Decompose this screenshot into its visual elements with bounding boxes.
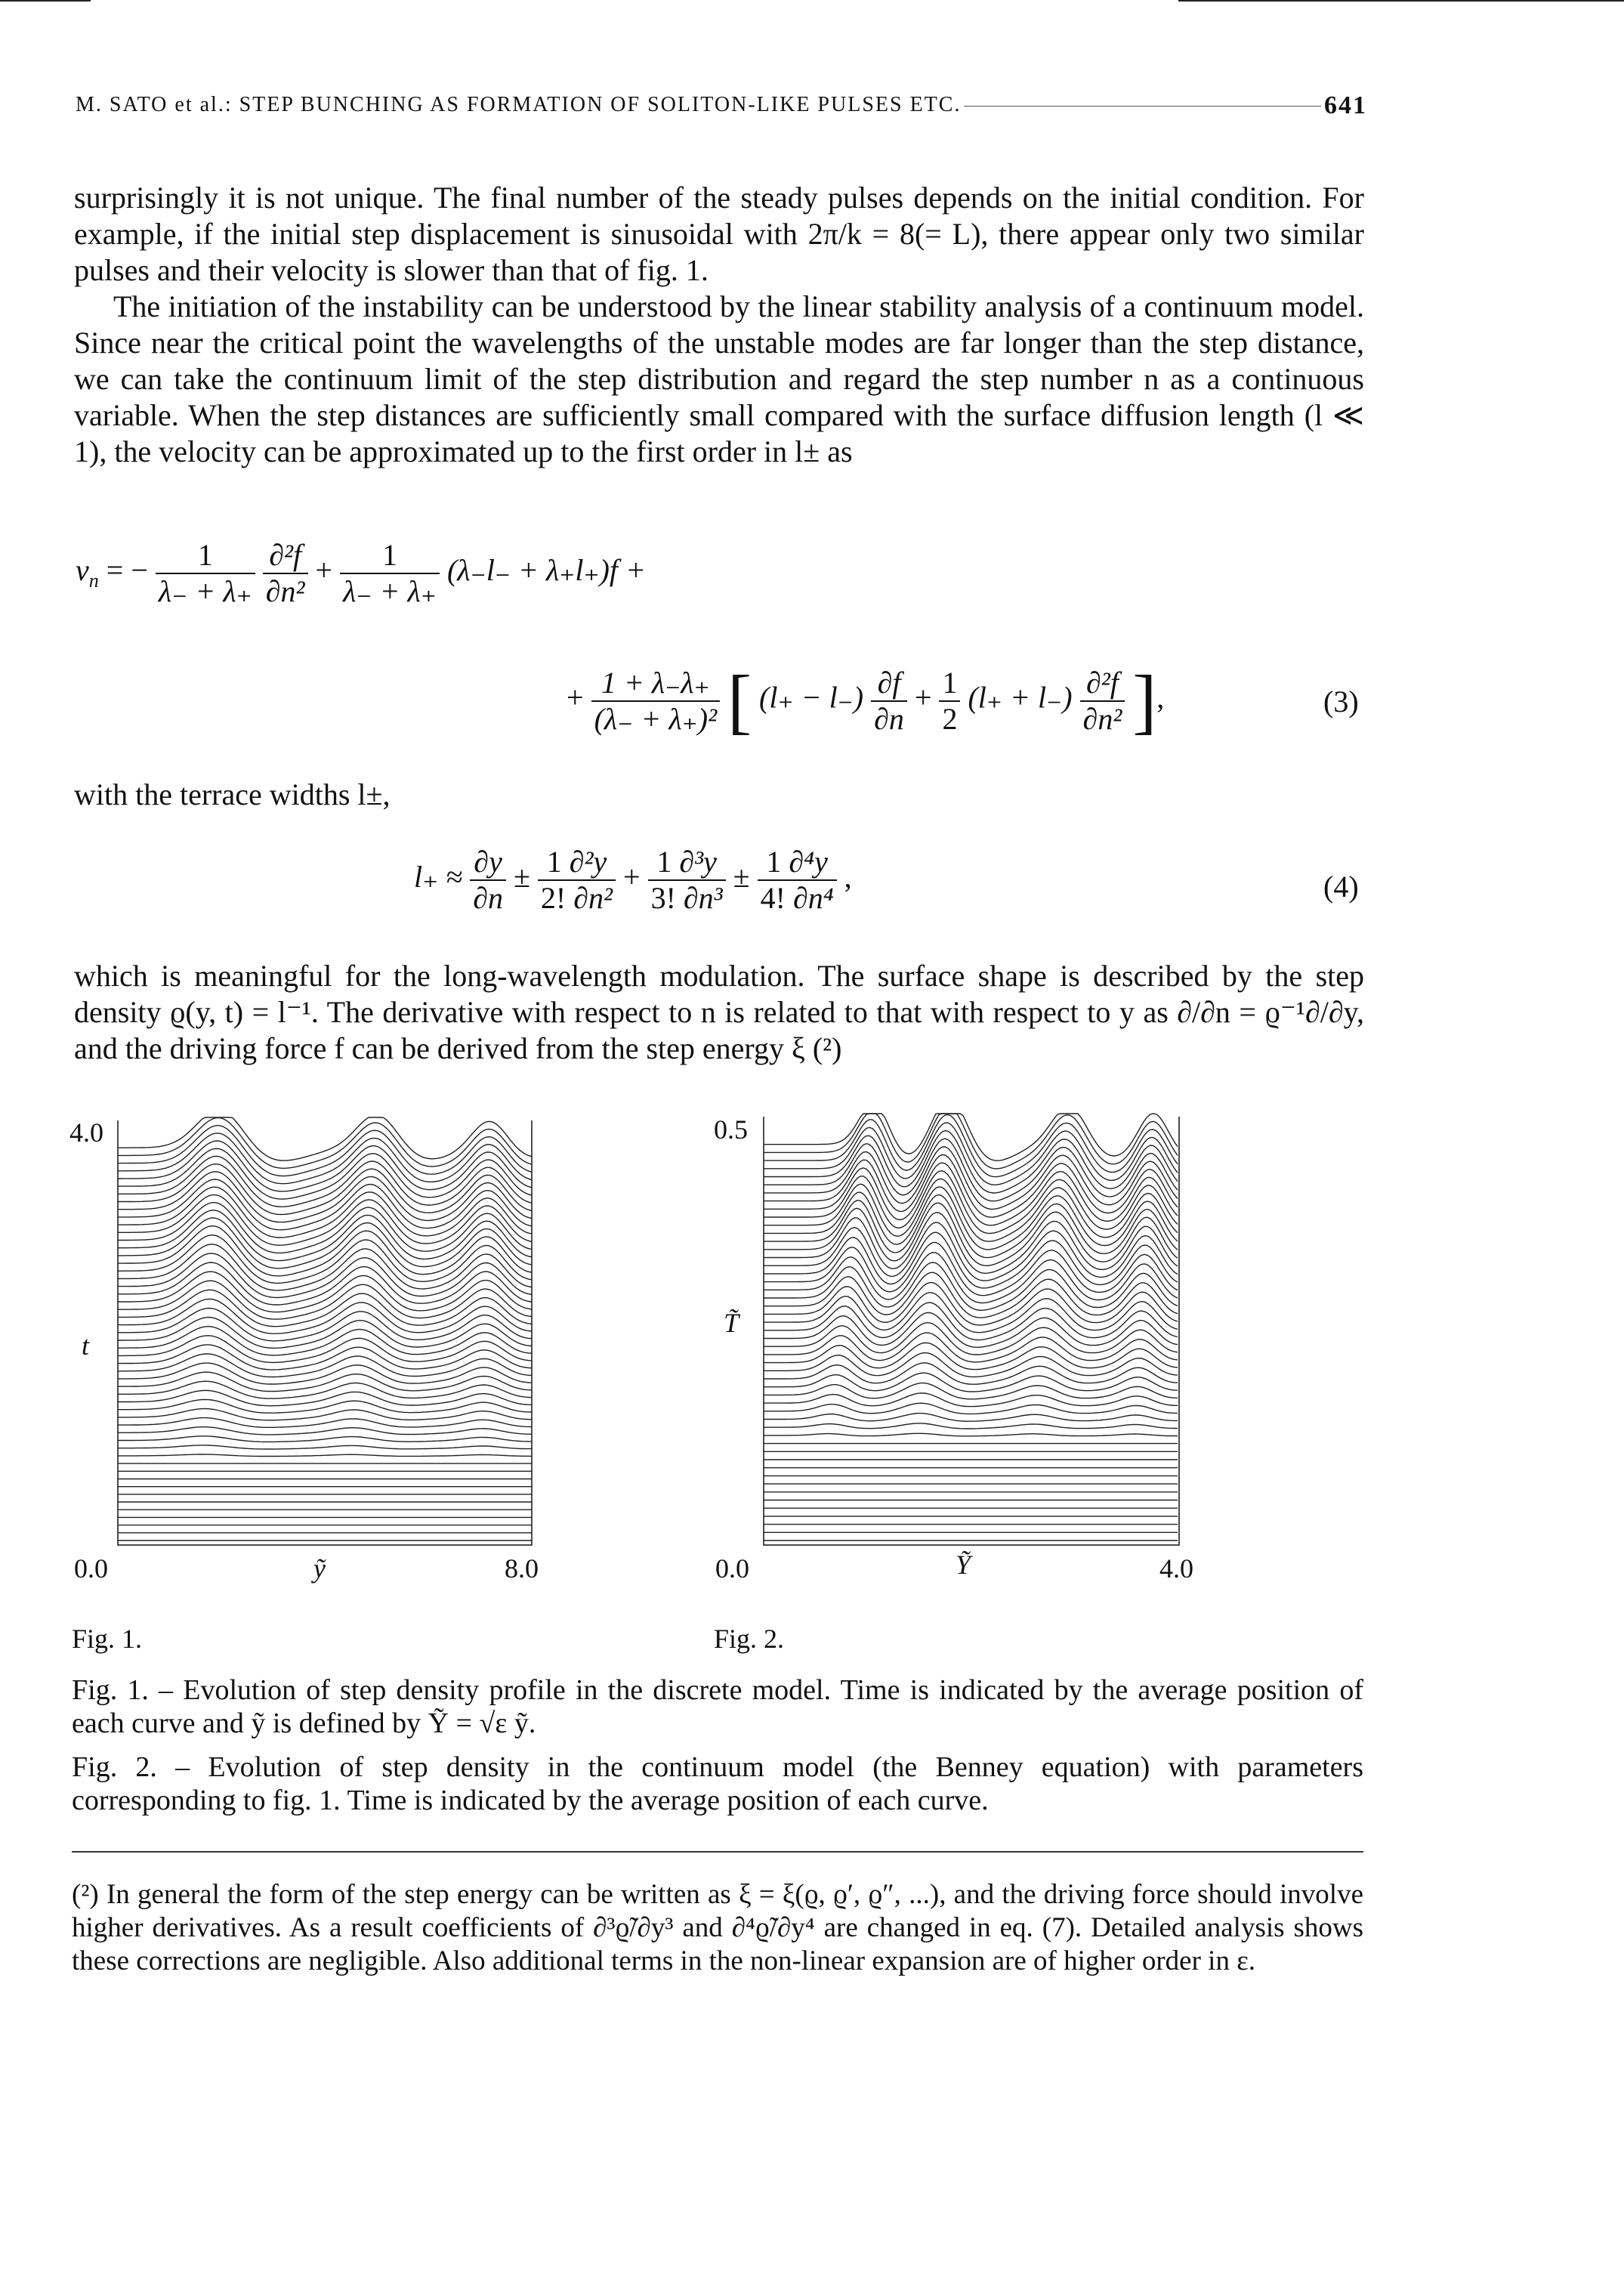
profile-curve xyxy=(118,1454,532,1457)
figure-1-label: Fig. 1. xyxy=(72,1624,143,1654)
profile-curve xyxy=(118,1390,532,1405)
profile-curve xyxy=(118,1399,532,1413)
figure-2-label: Fig. 2. xyxy=(714,1624,785,1654)
profile-curve xyxy=(118,1203,532,1253)
profile-curve xyxy=(764,1414,1178,1422)
paragraph-2: The initiation of the instability can be understood by the linear stability analysis of a continuum model. Since near the critical point the wavelengths of the unstable modes are far longer than the step distance, we can take the continuum limit of the step distribution and regard the step number n as a continuous variable. When the step distances are sufficiently small compared with the surface diffusion length (l ≪ 1), the velocity can be approximated up to the first order in l± as xyxy=(74,289,1364,468)
page-number: 641 xyxy=(1321,91,1367,120)
profile-curve xyxy=(764,1114,1178,1176)
profile-curve xyxy=(118,1354,532,1377)
profile-curve xyxy=(118,1336,532,1363)
profile-curve xyxy=(764,1114,1178,1160)
profile-curve xyxy=(118,1210,532,1261)
figure-1-x-min: 0.0 xyxy=(74,1553,108,1584)
profile-curve xyxy=(118,1436,532,1442)
body-text-middle xyxy=(74,777,1364,813)
profile-curve xyxy=(118,1363,532,1384)
figure-1-y-max: 4.0 xyxy=(69,1117,103,1148)
footnote-text: (²) In general the form of the step energy can be written as ξ = ξ(ϱ, ϱ′, ϱ″, ...), and the driving force should involve higher derivatives. As a result coefficients of ∂³ϱ̃/∂y³ and ∂⁴ϱ̃/∂y⁴ are changed in eq. (7). Detailed analysis shows these corrections are negligible. Also additional terms in the non-linear expansion are of higher order in ε. xyxy=(72,1879,1363,1976)
profile-curve xyxy=(118,1427,532,1435)
figure-1-curves xyxy=(118,1117,532,1545)
equation-3-number: (3) xyxy=(1323,685,1359,718)
figure-2-plot xyxy=(759,1111,1182,1549)
equation-3-line-1: $v_n$ = − $\frac{1}{\lambda_- + \lambda_+}$ $\frac{\text{∂²f}}{\text{∂n²}}$ + $\frac{1}{\lambda_- + \lambda_+}$ (λ₋l₋ + λ₊l₊)f + xyxy=(76,538,647,608)
figure-1-x-label: ỹ xyxy=(313,1553,326,1584)
figure-1-caption: Fig. 1. – Evolution of step density profile in the discrete model. Time is indicated by the average position of each curve and ỹ is defined by Ỹ = √ε ỹ. xyxy=(72,1674,1363,1739)
profile-curve xyxy=(118,1117,532,1168)
profile-curve xyxy=(764,1353,1178,1377)
figure-2-x-label: Ỹ xyxy=(956,1550,971,1580)
paragraph-4: which is meaningful for the long-wavelength modulation. The surface shape is described by the step density ϱ(y, t) = l⁻¹. The derivative with respect to n is related to that with respect to y as ∂/∂n = ϱ⁻¹∂/∂y, and the driving force f can be derived from the step energy ξ (²) xyxy=(74,959,1364,1065)
profile-curve xyxy=(764,1403,1178,1414)
running-head-text: M. SATO et al.: STEP BUNCHING AS FORMATION OF SOLITON-LIKE PULSES ETC. xyxy=(76,93,964,117)
profile-curve xyxy=(764,1213,1178,1274)
equation-4: l₊ ≈ $\frac{\partial y}{\partial n}$ ± $\frac{\text{1 ∂²y}}{\text{2! ∂n²}}$ + $\frac{\text{1 ∂³y}}{\text{3! ∂n³}}$ ± $\frac{\text{1 ∂⁴y}}{\text{4! ∂n⁴}}$ , xyxy=(414,845,852,915)
profile-curve xyxy=(118,1179,532,1230)
scan-edge-right xyxy=(1178,0,1624,2)
profile-curve xyxy=(764,1433,1178,1436)
profile-curve xyxy=(764,1373,1178,1392)
profile-curve xyxy=(118,1244,532,1290)
profile-curve xyxy=(118,1172,532,1222)
paragraph-3: with the terrace widths l±, xyxy=(74,777,391,811)
profile-curve xyxy=(118,1253,532,1298)
figure-2-x-min: 0.0 xyxy=(715,1553,749,1584)
paragraph-1: surprisingly it is not unique. The final number of the steady pulses depends on the initial condition. For example, if the initial step displacement is sinusoidal with 2π/k = 8(= L), there appear only two similar pulses and their velocity is slower than that of fig. 1. xyxy=(74,181,1364,287)
equation-4-number: (4) xyxy=(1323,870,1359,904)
footnote xyxy=(72,1878,1363,1978)
scan-edge-left xyxy=(0,0,91,2)
equation-3-line-2: + $\frac{1 + \lambda_-\lambda_+}{\text{(λ₋ + λ₊)²}}$ [ (l₊ − l₋) $\frac{\partial f}{\partial n}$ + $\frac{1}{2}$ (l₊ + l₋) $\frac{\text{∂²f}}{\text{∂n²}}$ ], xyxy=(567,660,1165,741)
footnote-rule xyxy=(72,1851,1363,1853)
profile-curve xyxy=(118,1194,532,1245)
profile-curve xyxy=(118,1418,532,1428)
profile-curve xyxy=(764,1283,1178,1325)
profile-curve xyxy=(764,1423,1178,1429)
profile-curve xyxy=(764,1363,1178,1384)
figure-captions xyxy=(72,1673,1363,1828)
profile-curve xyxy=(118,1345,532,1370)
profile-curve xyxy=(118,1372,532,1392)
profile-curve xyxy=(118,1164,532,1215)
figure-2-x-max: 4.0 xyxy=(1159,1553,1193,1584)
body-text-top xyxy=(74,180,1364,470)
profile-curve xyxy=(118,1187,532,1238)
body-text-bottom xyxy=(74,958,1364,1067)
figure-1-x-max: 8.0 xyxy=(505,1553,539,1584)
figure-2-y-label: T̃ xyxy=(724,1308,739,1338)
profile-curve xyxy=(118,1409,532,1420)
figure-1-plot xyxy=(113,1114,536,1549)
profile-curve xyxy=(118,1299,532,1333)
figure-2-y-max: 0.5 xyxy=(714,1114,748,1145)
running-head xyxy=(76,91,1367,119)
figure-2-curves xyxy=(764,1114,1179,1545)
figure-1-y-label: t xyxy=(82,1330,90,1361)
profile-curve xyxy=(764,1333,1178,1362)
profile-curve xyxy=(118,1445,532,1449)
figure-2-caption: Fig. 2. – Evolution of step density in the continuum model (the Benney equation) with parameters corresponding to fig. 1. Time is indicated by the average position of each curve. xyxy=(72,1751,1363,1816)
profile-curve xyxy=(764,1243,1178,1296)
